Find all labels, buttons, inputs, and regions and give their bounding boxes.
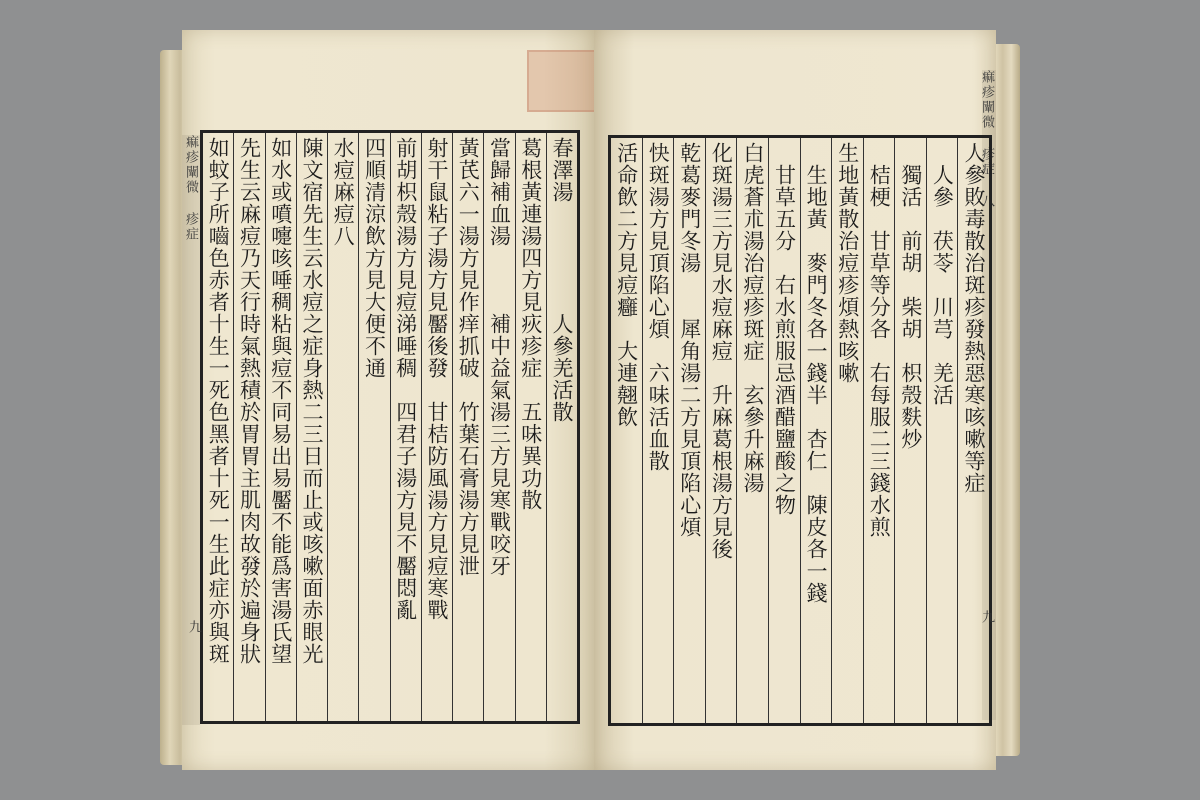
- left-page-number: 九: [186, 620, 201, 633]
- left-column: 先生云麻痘乃天行時氣熱積於胃胃主肌肉故發於遍身狀: [233, 133, 264, 721]
- left-column: 如水或噴嚏咳唾稠粘與痘不同易出易靨不能爲害湯氏望: [265, 133, 296, 721]
- left-page: [182, 30, 594, 770]
- left-margin-title: 痲疹闡微 疹症: [182, 135, 200, 725]
- left-column: 陳文宿先生云水痘之症身熱二三日而止或咳嗽面赤眼光: [296, 133, 327, 721]
- left-column: 如蚊子所嚙色赤者十生一死色黑者十死一生此症亦與斑: [206, 137, 231, 665]
- right-column: 人參敗毒散治斑疹發熱惡寒咳嗽等症: [957, 138, 989, 723]
- right-column: 生地黃 麥門冬各一錢半 杏仁 陳皮各一錢: [800, 138, 832, 723]
- right-column: 化斑湯三方見水痘麻痘 升麻葛根湯方見後: [705, 138, 737, 723]
- left-column: 葛根黃連湯四方見疢疹症 五味異功散: [515, 133, 546, 721]
- right-text-columns: [611, 138, 989, 723]
- right-column: 活命飲二方見痘癰 大連翹飲: [614, 142, 639, 428]
- left-column: 射干鼠粘子湯方見靨後發 甘桔防風湯方見痘寒戰: [421, 133, 452, 721]
- right-text-frame: [608, 135, 992, 726]
- left-column: 四順清涼飲方見大便不通: [358, 133, 389, 721]
- left-text-columns: [203, 133, 577, 721]
- right-column: 人參 茯苓 川芎 羌活: [926, 138, 958, 723]
- left-text-frame: [200, 130, 580, 724]
- right-column: 甘草五分 右水煎服忌酒醋鹽酸之物: [768, 138, 800, 723]
- left-column: 春澤湯 人參羌活散: [546, 133, 577, 721]
- right-page-edges: [994, 44, 1020, 756]
- seal-stamp: [527, 50, 599, 112]
- open-book: [160, 30, 1020, 775]
- left-column: 水痘麻痘八: [327, 133, 358, 721]
- right-page-number: 九: [979, 610, 994, 623]
- right-column: 桔梗 甘草等分各 右每服二三錢水煎: [863, 138, 895, 723]
- left-column: 當歸補血湯 補中益氣湯三方見寒戰咬牙: [483, 133, 514, 721]
- right-column: 獨活 前胡 柴胡 枳殼麩炒: [894, 138, 926, 723]
- left-column: 黃芪六一湯方見作痒抓破 竹葉石膏湯方見泄: [452, 133, 483, 721]
- right-column: 白虎蒼朮湯治痘疹斑症 玄參升麻湯: [736, 138, 768, 723]
- right-page: [594, 30, 996, 770]
- right-column: 生地黃散治痘疹煩熱咳嗽: [831, 138, 863, 723]
- right-column: 快斑湯方見頂陷心煩 六味活血散: [642, 138, 674, 723]
- right-column: 乾葛麥門冬湯 犀角湯二方見頂陷心煩: [673, 138, 705, 723]
- left-column: 前胡枳殼湯方見痘涕唾稠 四君子湯方見不靨悶亂: [390, 133, 421, 721]
- right-margin-title: 痲疹闡微 疹症 八: [982, 70, 996, 720]
